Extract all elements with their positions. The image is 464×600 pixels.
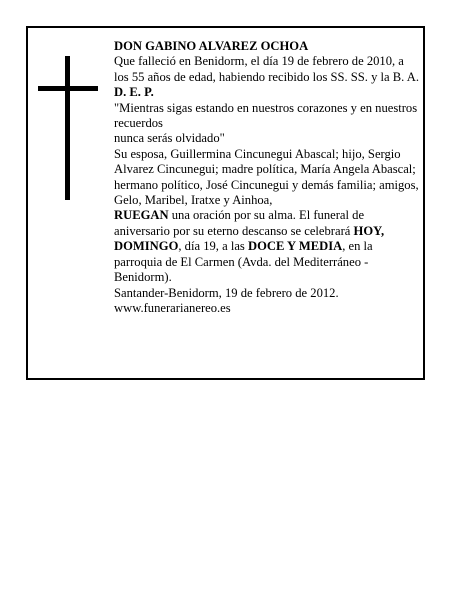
funeral-info <box>114 208 420 285</box>
place-date: Santander-Benidorm, 19 de febrero de 2012. <box>114 285 339 300</box>
quote-line-2: nunca serás olvidado" <box>114 131 225 146</box>
cross-icon <box>38 56 98 200</box>
cross-vertical-bar <box>65 56 70 200</box>
ruegan-label: RUEGAN <box>114 208 169 223</box>
family-list: Su esposa, Guillermina Cincunegui Abascal; hijo, Sergio Alvarez Cincunegui; madre política, María Angela Abascal; hermano político, José Cincunegui y demás familia; amigos, Gelo, Maribel, Iratxe y Ainhoa, <box>114 146 419 208</box>
quote-line-1: "Mientras sigas estando en nuestros corazones y en nuestros recuerdos <box>114 100 418 131</box>
funeral-text-3: , en la parroquia de El Carmen (Avda. del Mediterráneo - Benidorm). <box>114 239 373 285</box>
funeral-day: HOY, DOMINGO <box>114 223 385 254</box>
notice-text <box>114 39 420 316</box>
cross-horizontal-bar <box>38 86 98 91</box>
funeral-text-2: , día 19, a las <box>178 239 248 254</box>
obituary-notice <box>26 26 425 380</box>
deceased-name: DON GABINO ALVAREZ OCHOA <box>114 39 309 53</box>
death-info: Que falleció en Benidorm, el día 19 de febrero de 2010, a los 55 años de edad, habiendo recibido los SS. SS. y la B. A. <box>114 54 420 84</box>
website: www.funerarianereo.es <box>114 300 231 315</box>
rip-label: D. E. P. <box>114 85 154 100</box>
funeral-text-1: una oración por su alma. El funeral de aniversario por su eterno descanso se celebrará <box>114 208 365 238</box>
funeral-time: DOCE Y MEDIA <box>247 239 343 254</box>
